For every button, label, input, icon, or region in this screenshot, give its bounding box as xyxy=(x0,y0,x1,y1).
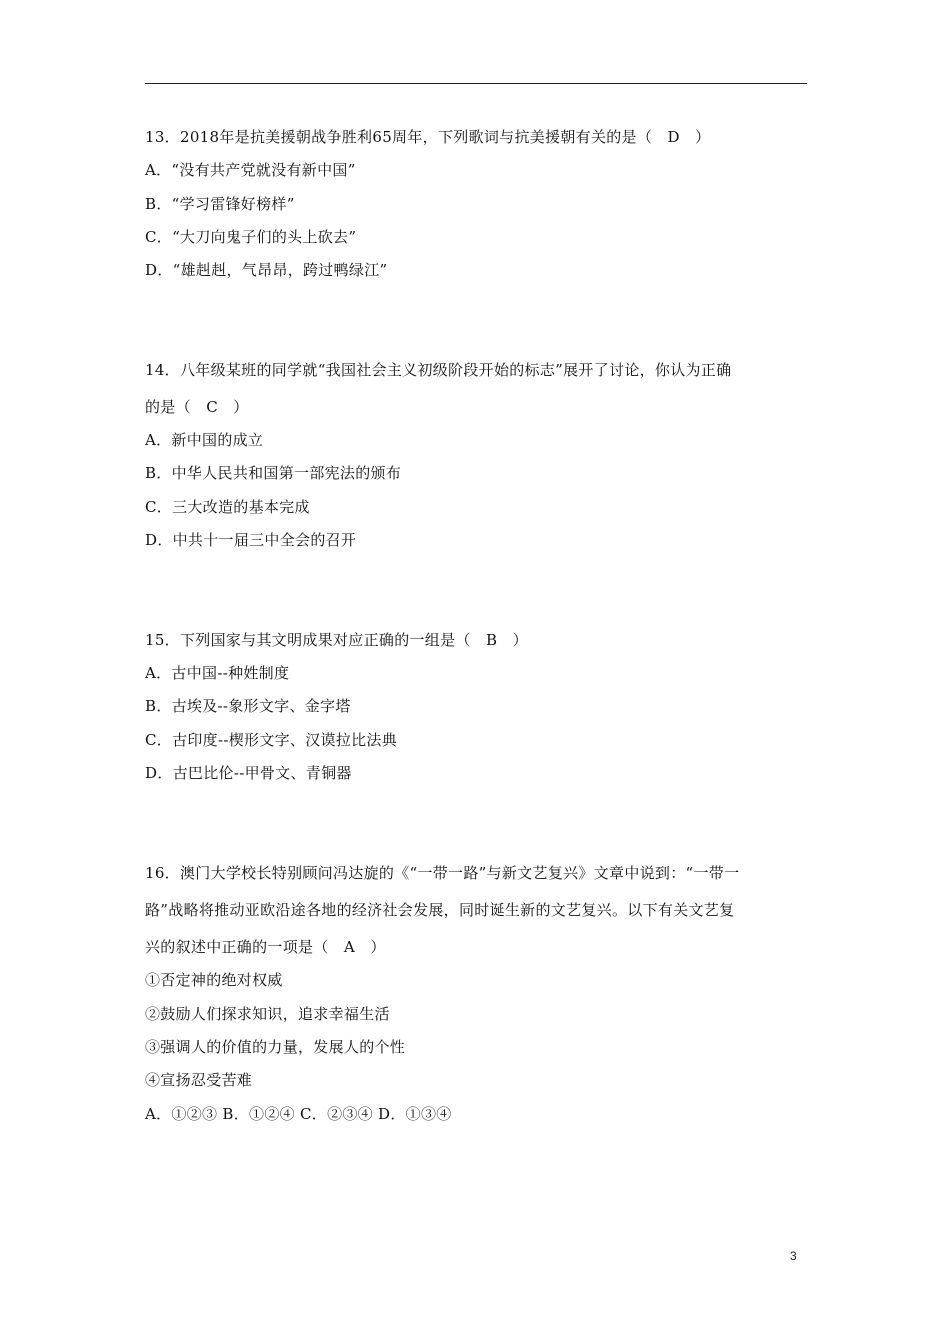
question-13-option-a: A．“没有共产党就没有新中国” xyxy=(145,161,356,179)
question-16-item-2: ②鼓励人们探求知识，追求幸福生活 xyxy=(145,1005,390,1023)
question-13-option-b: B．“学习雷锋好榜样” xyxy=(145,195,295,213)
question-16-stem-line-1: 16．澳门大学校长特别顾问冯达旋的《“一带一路”与新文艺复兴》文章中说到：“一带一 xyxy=(145,864,740,882)
question-16-stem-line-3: 兴的叙述中正确的一项是（ A ） xyxy=(145,938,386,956)
question-16-item-3: ③强调人的价值的力量，发展人的个性 xyxy=(145,1038,406,1056)
question-16-item-1: ①否定神的绝对权威 xyxy=(145,971,283,989)
question-16-item-4: ④宣扬忍受苦难 xyxy=(145,1071,253,1089)
question-16-options: A．①②③ B．①②④ C．②③④ D．①③④ xyxy=(145,1105,452,1123)
question-14-stem-line-1: 14．八年级某班的同学就“我国社会主义初级阶段开始的标志”展开了讨论，你认为正确 xyxy=(145,361,732,379)
question-14-option-b: B．中华人民共和国第一部宪法的颁布 xyxy=(145,464,402,482)
page-number: 3 xyxy=(790,1249,797,1263)
question-14-option-c: C．三大改造的基本完成 xyxy=(145,498,310,516)
question-13-stem: 13．2018年是抗美援朝战争胜利65周年，下列歌词与抗美援朝有关的是（ D ） xyxy=(145,128,711,146)
question-15-option-d: D．古巴比伦--甲骨文、青铜器 xyxy=(145,764,352,782)
question-14-stem-line-2: 的是（ C ） xyxy=(145,398,249,416)
question-14-option-d: D．中共十一届三中全会的召开 xyxy=(145,531,357,549)
question-14-option-a: A．新中国的成立 xyxy=(145,431,264,449)
question-15-option-a: A．古中国--种姓制度 xyxy=(145,664,290,682)
question-15-stem: 15．下列国家与其文明成果对应正确的一组是（ B ） xyxy=(145,631,528,649)
question-15-option-b: B．古埃及--象形文字、金字塔 xyxy=(145,697,351,715)
question-13-option-d: D．“雄赳赳，气昂昂，跨过鸭绿江” xyxy=(145,261,388,279)
question-15-option-c: C．古印度--楔形文字、汉谟拉比法典 xyxy=(145,731,398,749)
question-16-stem-line-2: 路”战略将推动亚欧沿途各地的经济社会发展，同时诞生新的文艺复兴。以下有关文艺复 xyxy=(145,901,735,919)
question-13-option-c: C．“大刀向鬼子们的头上砍去” xyxy=(145,228,357,246)
header-rule xyxy=(145,83,807,84)
